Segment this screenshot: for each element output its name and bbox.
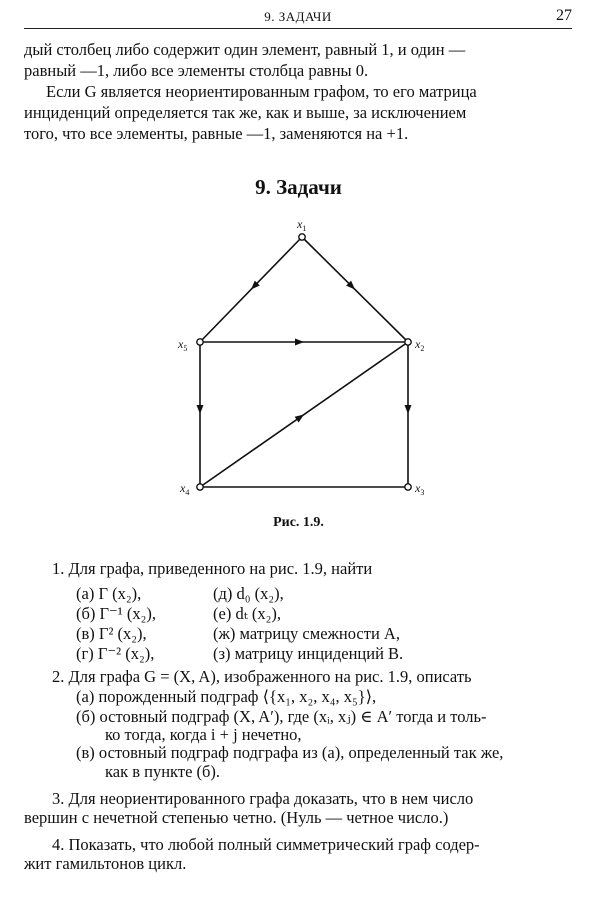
page-number: 27 bbox=[556, 7, 572, 24]
task-3-line: вершин с нечетной степенью четно. (Нуль — четное число.) bbox=[24, 808, 449, 827]
node-label-x3: $x_3$ bbox=[415, 481, 425, 497]
arrow-head bbox=[295, 339, 304, 346]
graph-figure bbox=[0, 215, 597, 510]
running-title: 9. ЗАДАЧИ bbox=[264, 9, 332, 24]
intro-paragraph bbox=[24, 39, 572, 144]
node-x3 bbox=[405, 484, 411, 490]
task-2-line: (б) остовный подграф (X, A′), где (xᵢ, xⱼ) ∈ A′ тогда и толь- bbox=[76, 707, 487, 726]
task-1-item: (д) d₀ (x₂), bbox=[213, 584, 284, 603]
task-2-line: как в пункте (б). bbox=[105, 762, 221, 781]
node-label-x1: $x_1$ bbox=[297, 217, 307, 233]
task-4-line: 4. Показать, что любой полный симметрический граф содер- bbox=[52, 835, 480, 854]
task-4-line: жит гамильтонов цикл. bbox=[24, 854, 187, 873]
task-1-item: (г) Γ⁻² (x₂), bbox=[76, 644, 155, 663]
task-2-line: (а) порожденный подграф ⟨{x₁, x₂, x₄, x₅}⟩, bbox=[76, 687, 377, 706]
figure-caption: Рис. 1.9. bbox=[273, 515, 324, 530]
task-2-line: ко тогда, когда i + j нечетно, bbox=[105, 725, 302, 744]
task-1-item: (б) Γ⁻¹ (x₂), bbox=[76, 604, 156, 623]
task-1-item: (а) Γ (x₂), bbox=[76, 584, 142, 603]
task-1-item: (ж) матрицу смежности A, bbox=[213, 624, 400, 643]
text-line: того, что все элементы, равные —1, заменяются на +1. bbox=[24, 124, 409, 143]
text-line: Если G является неориентированным графом, то его матрица bbox=[46, 82, 477, 101]
task-2-line: (в) остовный подграф подграфа из (а), определенный так же, bbox=[76, 743, 504, 762]
section-title: 9. Задачи bbox=[255, 175, 342, 199]
node-x4 bbox=[197, 484, 203, 490]
node-label-x2: $x_2$ bbox=[415, 337, 425, 353]
task-1-item: (в) Γ² (x₂), bbox=[76, 624, 147, 643]
arrow-head bbox=[295, 412, 306, 423]
task-1-item: (е) dₜ (x₂), bbox=[213, 604, 281, 623]
node-x2 bbox=[405, 339, 411, 345]
page-header bbox=[24, 6, 572, 29]
arrow-head bbox=[405, 405, 412, 414]
node-x5 bbox=[197, 339, 203, 345]
text-line: равный —1, либо все элементы столбца равны 0. bbox=[24, 61, 369, 80]
node-x1 bbox=[299, 234, 305, 240]
task-1-text: 1. Для графа, приведенного на рис. 1.9, найти bbox=[52, 559, 373, 578]
text-line: инциденций определяется так же, как и выше, за исключением bbox=[24, 103, 467, 122]
task-1-item: (з) матрицу инциденций B. bbox=[213, 644, 404, 663]
arrow-head bbox=[197, 405, 204, 414]
node-label-x4: $x_4$ bbox=[180, 481, 190, 497]
node-label-x5: $x_5$ bbox=[178, 337, 188, 353]
text-line: дый столбец либо содержит один элемент, равный 1, и один — bbox=[24, 40, 466, 59]
task-2-line: 2. Для графа G = (X, A), изображенного на рис. 1.9, описать bbox=[52, 667, 472, 686]
task-3-line: 3. Для неориентированного графа доказать, что в нем число bbox=[52, 789, 474, 808]
